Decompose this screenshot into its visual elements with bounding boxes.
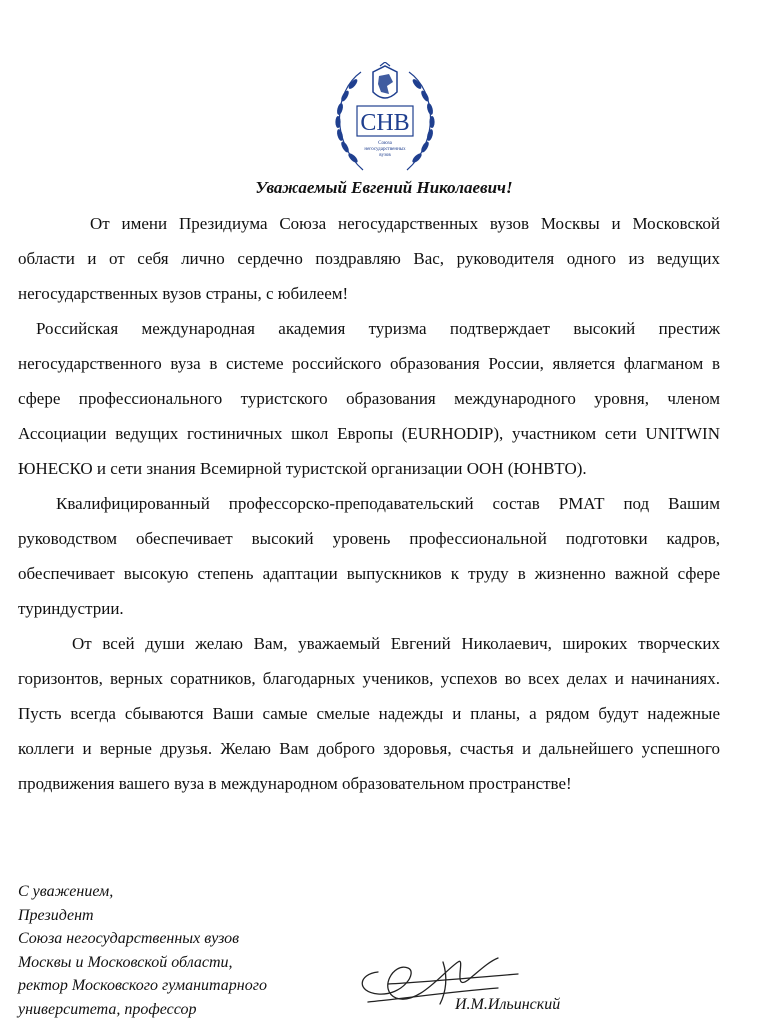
saint-george-coat-of-arms-icon — [373, 62, 397, 98]
signoff-line: ректор Московского гуманитарного — [18, 977, 267, 994]
salutation: Уважаемый Евгений Николаевич! — [255, 178, 513, 197]
union-logo — [323, 62, 447, 180]
paragraph: От имени Президиума Союза негосударственных вузов Москвы и Московской области и от себя лично сердечно поздравляю Вас, руководителя одного из ведущих негосударственных вузов страны, с юбилеем! — [18, 214, 720, 303]
signoff-line: Москвы и Московской области, — [18, 953, 233, 971]
signoff-line: университета, профессор — [18, 1000, 197, 1018]
paragraph: Квалифицированный профессорско-преподавательский состав РМАТ под Вашим руководством обеспечивает высокий уровень профессиональной подготовки кадров, обеспечивает высокую степень адаптации выпускников к труду в жизненно важной сфере туриндустрии. — [18, 494, 720, 618]
signoff-line: Президент — [18, 906, 94, 924]
laurel-wreath-icon — [323, 62, 447, 180]
signoff — [18, 880, 267, 1021]
logo-subtitle-line: Союза — [378, 141, 392, 146]
signer-name: И.М.Ильинский — [455, 996, 561, 1013]
logo-subtitle-line: негосударственных — [364, 147, 406, 152]
paragraph: Российская международная академия туризма подтверждает высокий престиж негосударственного вуза в системе российского образования России, является флагманом в сфере профессионального туристского образования международного уровня, членом Ассоциации ведущих гостиничных школ Европы (EURHODIP), участником сети UNITWIN ЮНЕСКО и сети знания Всемирной туристской организации ООН (ЮНВТО). — [18, 319, 720, 478]
signoff-line: С уважением, — [18, 883, 114, 900]
logo-subtitle-line: вузов — [379, 153, 391, 158]
logo-text: СНВ — [360, 110, 410, 136]
letter-body — [18, 206, 720, 801]
paragraph: От всей души желаю Вам, уважаемый Евгений Николаевич, широких творческих горизонтов, верных соратников, благодарных учеников, успехов во всех делах и начинаниях. Пусть всегда сбываются Ваши самые смелые надежды и планы, а рядом будут надежные коллеги и верные друзья. Желаю Вам доброго здоровья, счастья и дальнейшего успешного продвижения вашего вуза в международном образовательном пространстве! — [18, 634, 720, 793]
signoff-line: Союза негосударственных вузов — [18, 930, 240, 947]
